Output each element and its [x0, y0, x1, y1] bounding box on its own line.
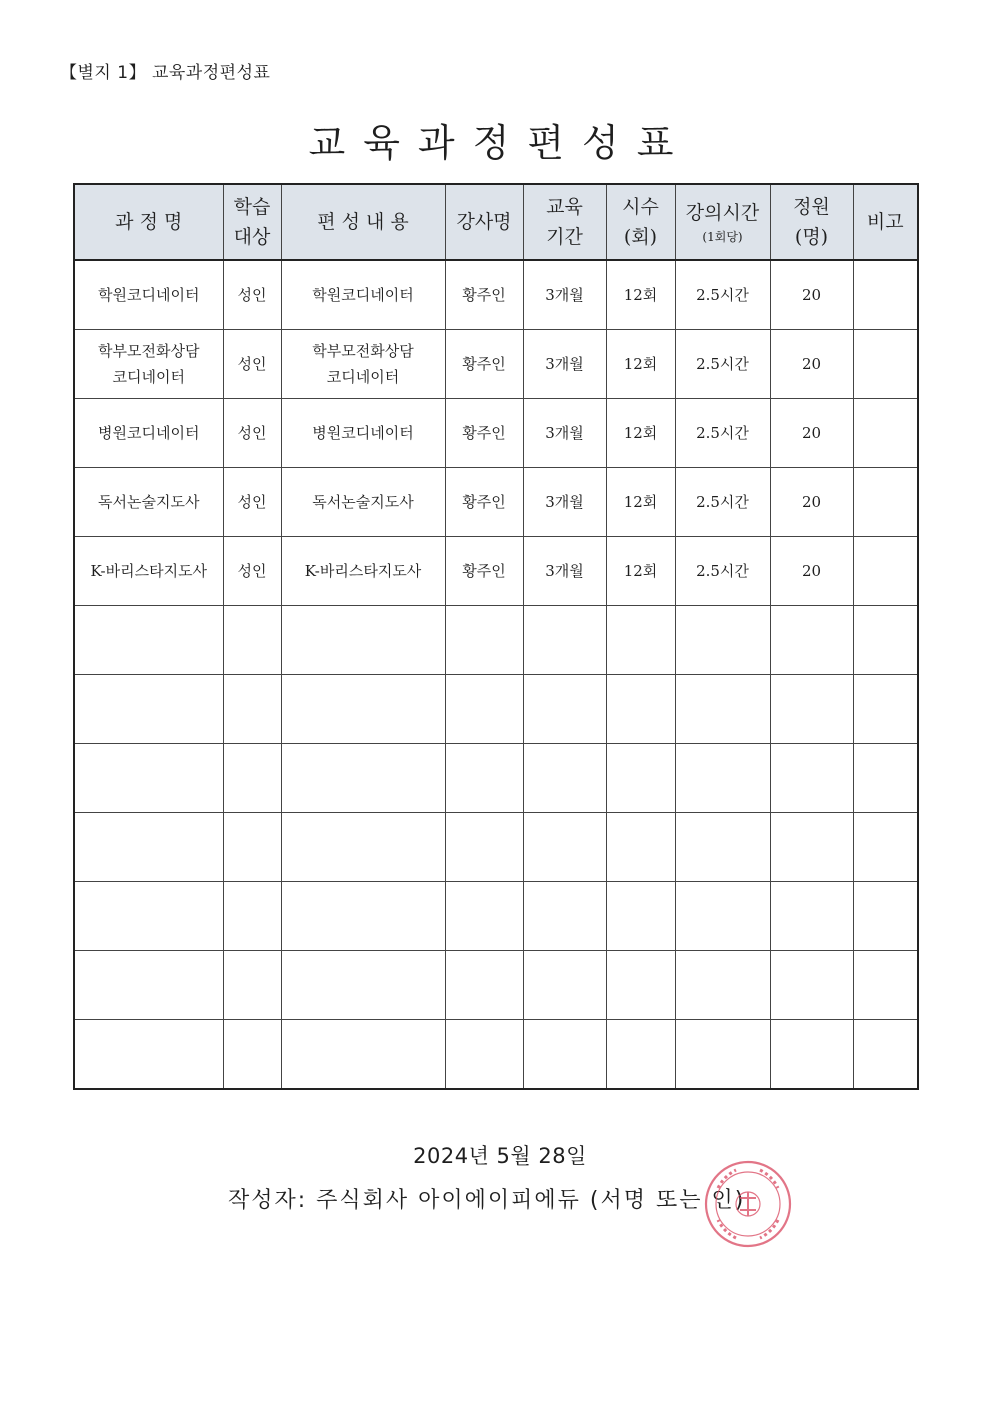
cell-content: 학부모전화상담 코디네이터	[281, 330, 445, 399]
empty-cell	[74, 1020, 223, 1090]
cell-capacity: 20	[770, 468, 853, 537]
cell-target: 성인	[223, 537, 281, 606]
empty-cell	[223, 1020, 281, 1090]
annex-label: 【별지 1】 교육과정편성표	[60, 63, 271, 83]
empty-cell	[675, 882, 770, 951]
empty-cell	[281, 951, 445, 1020]
cell-instructor: 황주인	[445, 399, 523, 468]
empty-cell	[523, 606, 606, 675]
cell-content: 병원코디네이터	[281, 399, 445, 468]
table-header-row	[74, 184, 918, 260]
empty-cell	[281, 1020, 445, 1090]
cell-course: 병원코디네이터	[74, 399, 223, 468]
header-instructor: 강사명	[445, 184, 523, 260]
empty-cell	[223, 882, 281, 951]
empty-cell	[523, 675, 606, 744]
empty-cell	[770, 951, 853, 1020]
header-capacity: 정원 (명)	[770, 184, 853, 260]
empty-cell	[223, 813, 281, 882]
cell-lecture-time: 2.5시간	[675, 537, 770, 606]
empty-cell	[853, 675, 918, 744]
header-sessions: 시수 (회)	[606, 184, 675, 260]
empty-cell	[445, 744, 523, 813]
empty-cell	[74, 744, 223, 813]
empty-cell	[675, 744, 770, 813]
empty-cell	[445, 951, 523, 1020]
cell-remarks	[853, 399, 918, 468]
empty-table-row	[74, 951, 918, 1020]
empty-cell	[445, 606, 523, 675]
cell-instructor: 황주인	[445, 468, 523, 537]
cell-remarks	[853, 537, 918, 606]
cell-lecture-time: 2.5시간	[675, 468, 770, 537]
table-body	[74, 260, 918, 1089]
cell-capacity: 20	[770, 330, 853, 399]
cell-period: 3개월	[523, 330, 606, 399]
document-date: 2024년 5월 28일	[413, 1144, 587, 1168]
table-row	[74, 468, 918, 537]
header-target: 학습 대상	[223, 184, 281, 260]
empty-cell	[853, 744, 918, 813]
empty-cell	[223, 744, 281, 813]
empty-cell	[281, 675, 445, 744]
empty-cell	[223, 606, 281, 675]
empty-cell	[606, 1020, 675, 1090]
empty-cell	[675, 1020, 770, 1090]
empty-table-row	[74, 606, 918, 675]
document-title: 교육과정편성표	[308, 121, 692, 165]
empty-cell	[853, 951, 918, 1020]
cell-sessions: 12회	[606, 468, 675, 537]
cell-period: 3개월	[523, 468, 606, 537]
header-content: 편 성 내 용	[281, 184, 445, 260]
empty-cell	[675, 813, 770, 882]
empty-cell	[523, 1020, 606, 1090]
empty-cell	[675, 951, 770, 1020]
cell-content: K-바리스타지도사	[281, 537, 445, 606]
empty-cell	[445, 675, 523, 744]
empty-cell	[281, 813, 445, 882]
empty-cell	[445, 882, 523, 951]
header-period: 교육 기간	[523, 184, 606, 260]
table-row	[74, 537, 918, 606]
cell-capacity: 20	[770, 399, 853, 468]
empty-cell	[853, 606, 918, 675]
cell-content: 독서논술지도사	[281, 468, 445, 537]
cell-lecture-time: 2.5시간	[675, 260, 770, 330]
cell-period: 3개월	[523, 260, 606, 330]
cell-lecture-time: 2.5시간	[675, 330, 770, 399]
header-remarks: 비고	[853, 184, 918, 260]
empty-cell	[523, 813, 606, 882]
empty-cell	[853, 813, 918, 882]
cell-period: 3개월	[523, 537, 606, 606]
empty-cell	[606, 813, 675, 882]
cell-instructor: 황주인	[445, 537, 523, 606]
cell-sessions: 12회	[606, 399, 675, 468]
empty-cell	[606, 675, 675, 744]
empty-cell	[281, 744, 445, 813]
empty-cell	[606, 882, 675, 951]
empty-cell	[853, 1020, 918, 1090]
empty-cell	[770, 1020, 853, 1090]
cell-course: K-바리스타지도사	[74, 537, 223, 606]
empty-cell	[523, 744, 606, 813]
cell-period: 3개월	[523, 399, 606, 468]
empty-cell	[770, 882, 853, 951]
header-lecture-time: 강의시간 (1회당)	[675, 184, 770, 260]
cell-content: 학원코디네이터	[281, 260, 445, 330]
empty-cell	[281, 606, 445, 675]
empty-cell	[523, 882, 606, 951]
cell-remarks	[853, 468, 918, 537]
company-seal-stamp	[702, 1158, 794, 1250]
empty-table-row	[74, 675, 918, 744]
empty-table-row	[74, 1020, 918, 1090]
cell-sessions: 12회	[606, 537, 675, 606]
empty-cell	[74, 813, 223, 882]
cell-capacity: 20	[770, 537, 853, 606]
empty-cell	[606, 744, 675, 813]
curriculum-table	[73, 183, 919, 1090]
empty-table-row	[74, 744, 918, 813]
cell-course: 학원코디네이터	[74, 260, 223, 330]
cell-instructor: 황주인	[445, 260, 523, 330]
table-row	[74, 330, 918, 399]
cell-target: 성인	[223, 260, 281, 330]
empty-table-row	[74, 813, 918, 882]
empty-cell	[281, 882, 445, 951]
table-row	[74, 399, 918, 468]
cell-target: 성인	[223, 468, 281, 537]
cell-course: 독서논술지도사	[74, 468, 223, 537]
empty-cell	[853, 882, 918, 951]
empty-cell	[675, 675, 770, 744]
table-row	[74, 260, 918, 330]
empty-table-row	[74, 882, 918, 951]
empty-cell	[606, 951, 675, 1020]
author-line: 작성자: 주식회사 아이에이피에듀 (서명 또는 인)	[228, 1188, 746, 1213]
empty-cell	[675, 606, 770, 675]
empty-cell	[445, 1020, 523, 1090]
header-course: 과 정 명	[74, 184, 223, 260]
empty-cell	[74, 675, 223, 744]
cell-sessions: 12회	[606, 260, 675, 330]
cell-remarks	[853, 330, 918, 399]
cell-course: 학부모전화상담 코디네이터	[74, 330, 223, 399]
empty-cell	[445, 813, 523, 882]
cell-remarks	[853, 260, 918, 330]
empty-cell	[74, 606, 223, 675]
cell-instructor: 황주인	[445, 330, 523, 399]
empty-cell	[606, 606, 675, 675]
empty-cell	[223, 951, 281, 1020]
empty-cell	[770, 675, 853, 744]
cell-capacity: 20	[770, 260, 853, 330]
empty-cell	[74, 951, 223, 1020]
empty-cell	[770, 813, 853, 882]
cell-target: 성인	[223, 330, 281, 399]
cell-target: 성인	[223, 399, 281, 468]
empty-cell	[770, 744, 853, 813]
empty-cell	[223, 675, 281, 744]
cell-lecture-time: 2.5시간	[675, 399, 770, 468]
empty-cell	[74, 882, 223, 951]
empty-cell	[770, 606, 853, 675]
empty-cell	[523, 951, 606, 1020]
cell-sessions: 12회	[606, 330, 675, 399]
